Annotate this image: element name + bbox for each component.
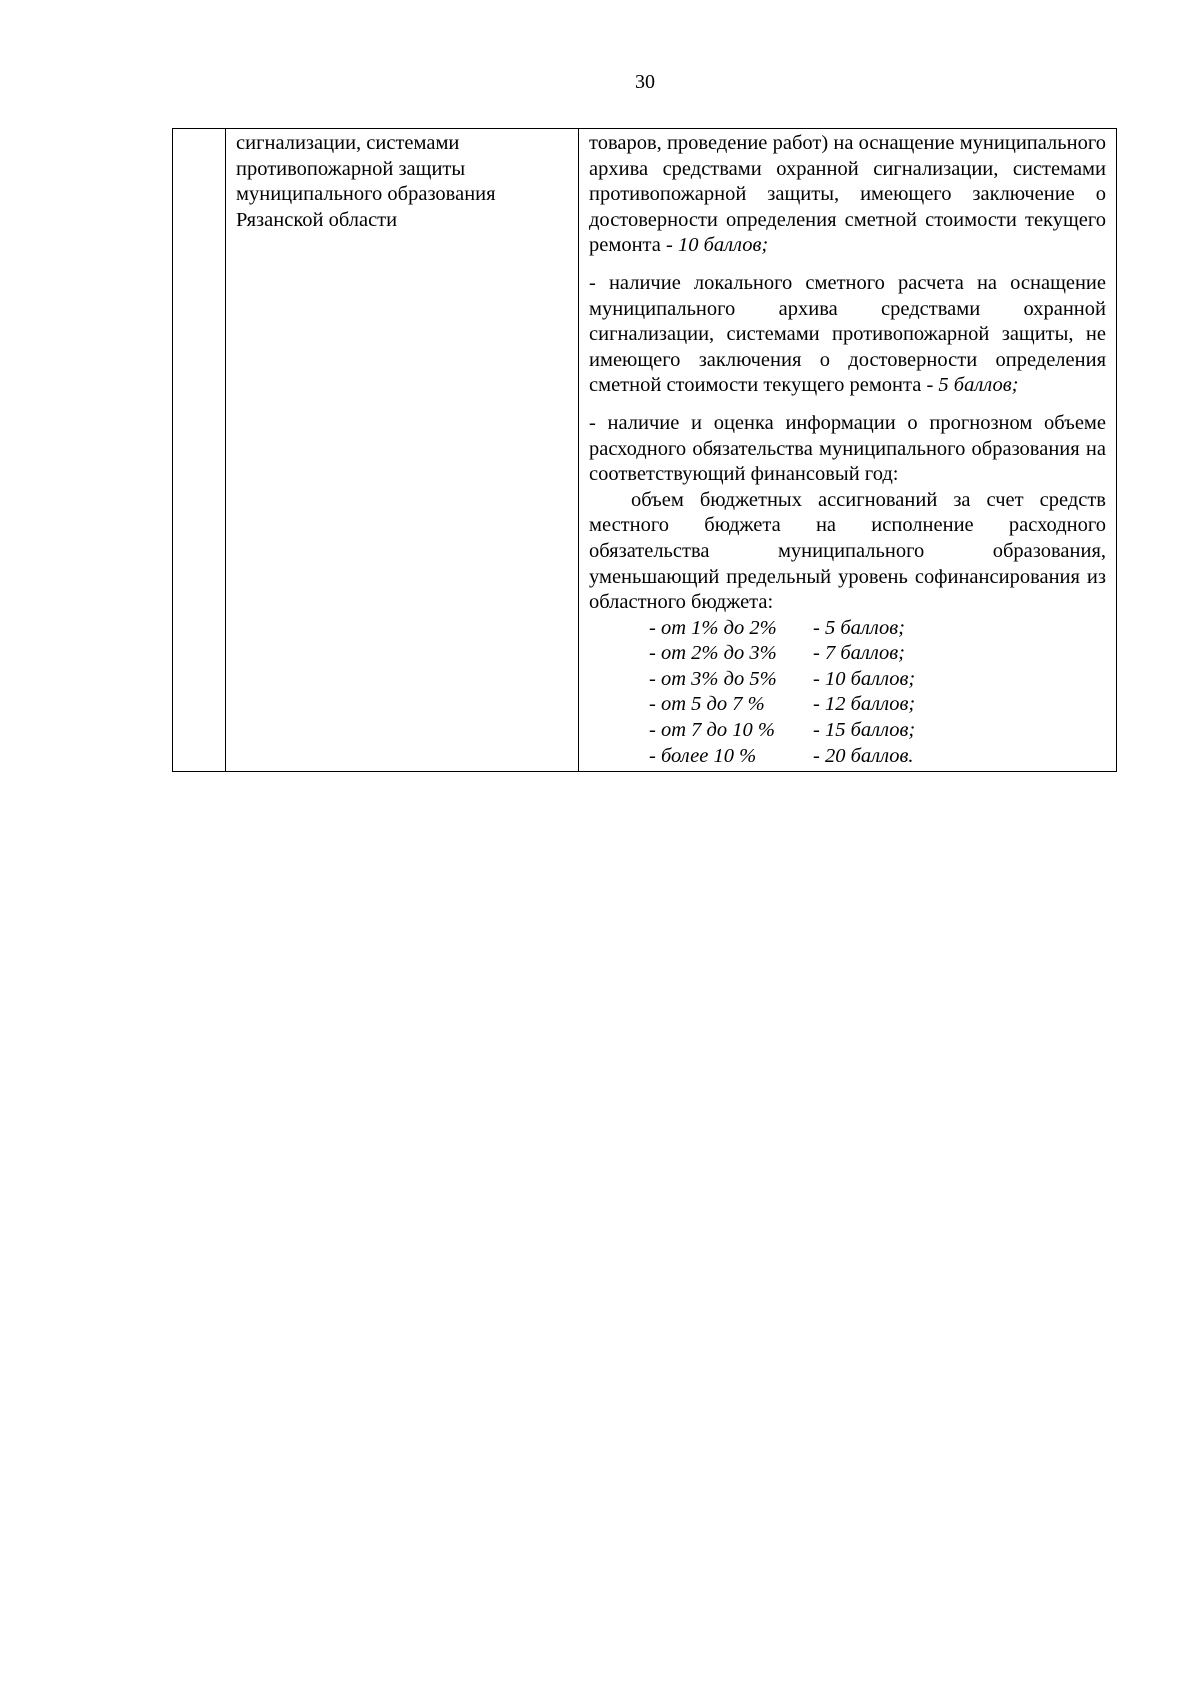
scale-range: - более 10 %: [649, 744, 757, 767]
criteria-table: [172, 128, 1117, 772]
scale-score: - 7 баллов;: [813, 642, 905, 665]
scale-score: - 12 баллов;: [813, 693, 916, 716]
scale-score: - 5 баллов;: [813, 616, 905, 639]
scale-range: - от 3% до 5%: [649, 667, 777, 690]
list-item: [649, 616, 1106, 642]
scale-score: - 10 баллов;: [813, 667, 916, 690]
criterion-name-line: противопожарной защиты: [236, 157, 466, 180]
table-row: [173, 129, 1117, 772]
scale-score: - 20 баллов.: [813, 744, 914, 767]
criterion-name-cell: [226, 129, 579, 772]
scale-range: - от 7 до 10 %: [649, 719, 775, 742]
list-item: [649, 744, 1106, 770]
scale-range: - от 1% до 2%: [649, 616, 777, 639]
list-item: [649, 718, 1106, 744]
criterion-name-line: сигнализации, системами: [236, 132, 460, 154]
list-item: [649, 667, 1106, 693]
scale-range: - от 5 до 7 %: [649, 693, 765, 716]
list-item: [649, 692, 1106, 718]
paragraph-forecast: - наличие и оценка информации о прогнозном объеме расходного обязательства муниципального образования на соответствующий финансовый год:: [589, 411, 1106, 486]
paragraph-certified-estimate: [589, 131, 1106, 259]
criterion-description-cell: [579, 129, 1117, 772]
list-item: [649, 641, 1106, 667]
page-number: 30: [635, 71, 655, 93]
score-value: 10 баллов;: [677, 234, 769, 257]
scoring-scale-list: [589, 616, 1106, 770]
scale-range: - от 2% до 3%: [649, 642, 777, 665]
score-value: 5 баллов;: [938, 374, 1019, 397]
paragraph-text: - наличие локального сметного расчета на оснащение муниципального архива средствами охранной сигнализации, системами противопожарной защиты, не имеющего заключения о достоверности определения сметной стоимости текущего ремонта -: [589, 271, 1106, 397]
scale-score: - 15 баллов;: [813, 719, 916, 742]
criterion-name-line: Рязанской области: [236, 208, 398, 231]
criterion-name-line: муниципального образования: [236, 183, 496, 206]
paragraph-budget-volume: объем бюджетных ассигнований за счет средств местного бюджета на исполнение расходного обязательства муниципального образования, уменьшающий предельный уровень софинансирования из областного бюджета:: [589, 488, 1106, 614]
number-cell: [173, 129, 226, 772]
paragraph-text: товаров, проведение работ) на оснащение муниципального архива средствами охранной сигнализации, системами противопожарной защиты, имеющего заключение о достоверности определения сметной стоимости текущего ремонта -: [589, 132, 1106, 257]
paragraph-local-estimate: [589, 271, 1106, 399]
